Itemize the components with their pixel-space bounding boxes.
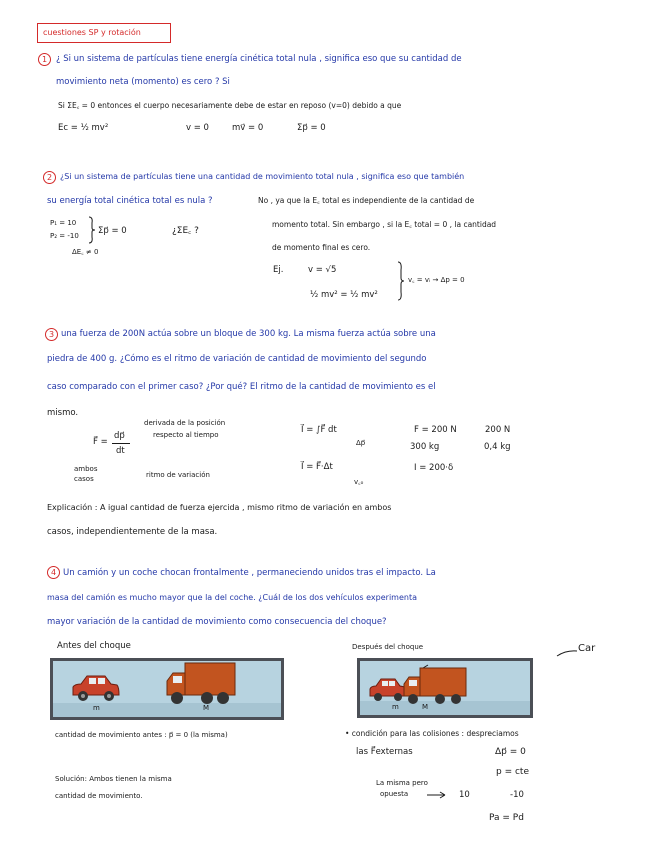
q1-line2: movimiento neta (momento) es cero ? Si (56, 77, 230, 87)
scene-before-m-big: M (203, 704, 210, 712)
question-4-number: 4 (47, 566, 60, 579)
q2-delta: ΔE꜀ ≠ 0 (72, 248, 99, 256)
q2-right-brace (397, 261, 405, 301)
q3-impulse1: I⃗ = ∫F⃗ dt (301, 425, 337, 435)
q4-opuesta: opuesta (380, 790, 409, 798)
q3-ambos: ambos (74, 465, 98, 473)
q4-solucion1: Solución: Ambos tienen la misma (55, 775, 172, 783)
after-truck-icon (402, 667, 468, 707)
q3-line2: piedra de 400 g. ¿Cómo es el ritmo de variación de cantidad de movimiento del segundo (47, 354, 427, 364)
q2-answer1: No , ya que la E꜀ total es independiente de la cantidad de (258, 196, 475, 205)
q3-v-sub: v꜀ₒ (354, 478, 364, 486)
q2-ej-label: Ej. (273, 265, 284, 275)
q2-line1: ¿Si un sistema de partículas tiene una cantidad de movimiento total nula , significa eso que también (60, 172, 465, 181)
q2-ej-result: v꜀ = vᵢ → Δp = 0 (408, 276, 465, 284)
q1-eq-sum: Σp⃗ = 0 (297, 123, 326, 133)
q2-answer3: de momento final es cero. (272, 243, 371, 252)
scene-after-m-big: M (422, 703, 429, 711)
q3-m1: 300 kg (410, 442, 440, 452)
q3-impulse2: I⃗ = F⃗·Δt (301, 462, 333, 472)
q4-line3: mayor variación de la cantidad de movimiento como consecuencia del choque? (47, 617, 387, 627)
q3-note-time: respecto al tiempo (153, 431, 219, 439)
q3-i-val: I = 200·δ (414, 463, 454, 473)
truck-icon (165, 661, 237, 707)
q3-impulse-dp: Δp⃗ (356, 439, 366, 447)
q4-pa-pd: Pa = Pd (489, 813, 524, 823)
q2-answer2: momento total. Sin embargo , si la E꜀ total = 0 , la cantidad (272, 220, 497, 229)
q3-line4: mismo. (47, 408, 79, 418)
question-3-number: 3 (45, 328, 58, 341)
q3-fraction-bar (112, 443, 130, 444)
q1-eq-v: v = 0 (186, 123, 209, 133)
q2-brace (87, 216, 95, 244)
q3-dt: dt (116, 446, 125, 456)
q3-explicacion1: Explicación : A igual cantidad de fuerza ejercida , mismo ritmo de variación en ambos (47, 503, 392, 512)
car-label: Car (578, 643, 596, 654)
q2-line2: su energía total cinética total es nula ? (47, 196, 213, 206)
q4-solucion2: cantidad de movimiento. (55, 792, 143, 800)
scene-after (357, 658, 533, 718)
q3-explicacion2: casos, independientemente de la masa. (47, 527, 218, 537)
q3-f-val: F = 200 N (414, 425, 457, 435)
q3-m2: 0,4 kg (484, 442, 511, 452)
after-collision-label: Después del choque (352, 643, 424, 651)
q3-f-val2: 200 N (485, 425, 511, 435)
q2-p1: P₁ = 10 (50, 219, 77, 227)
q4-condicion: • condición para las colisiones : despreciamos (345, 729, 519, 738)
q3-ritmo: ritmo de variación (146, 471, 210, 479)
q4-dp0: Δp⃗ = 0 (495, 747, 526, 757)
q4-line1: Un camión y un coche chocan frontalmente , permaneciendo unidos tras el impacto. La (63, 568, 436, 578)
q2-ej-eq: ½ mv² = ½ mv² (310, 290, 378, 300)
q4-cantidad: cantidad de movimiento antes : p⃗ = 0 (la misma) (55, 731, 228, 739)
q1-line1: ¿ Si un sistema de partículas tiene energía cinética total nula , significa eso que su cantidad de (56, 54, 462, 64)
car-label-arrow-icon (556, 648, 578, 658)
question-2-number: 2 (43, 171, 56, 184)
q4-misma: La misma pero (376, 779, 428, 787)
q4-pcte: p = cte (496, 767, 529, 777)
q1-eq-ec: Ec = ½ mv² (58, 123, 109, 133)
q4-fext: las F⃗externas (356, 747, 413, 757)
q2-sum-ec-question: ¿ΣE꜀ ? (172, 226, 199, 236)
header-title: cuestiones SP y rotación (43, 28, 141, 37)
q3-line3: caso comparado con el primer caso? ¿Por qué? El ritmo de la cantidad de movimiento es el (47, 382, 436, 392)
scene-before-m-small: m (93, 704, 100, 712)
q4-v10: 10 (459, 790, 470, 800)
scene-after-m-small: m (392, 703, 399, 711)
scene-before (50, 658, 284, 720)
q3-dp: dp⃗ (114, 431, 125, 441)
q2-ej-v: v = √5 (308, 265, 337, 275)
q3-f-eq: F⃗ = (93, 437, 108, 447)
opuesta-arrow-icon (426, 791, 448, 799)
before-collision-label: Antes del choque (57, 641, 131, 651)
q2-sum-p: Σp⃗ = 0 (98, 226, 127, 236)
q3-note-deriv: derivada de la posición (144, 419, 226, 427)
q3-line1: una fuerza de 200N actúa sobre un bloque de 300 kg. La misma fuerza actúa sobre una (61, 329, 436, 339)
q4-line2: masa del camión es mucho mayor que la del coche. ¿Cuál de los dos vehículos experimenta (47, 593, 417, 602)
car-icon (71, 673, 121, 703)
question-1-number: 1 (38, 53, 51, 66)
q1-line3: Si ΣE꜀ = 0 entonces el cuerpo necesariamente debe de estar en reposo (v=0) debido a que (58, 101, 402, 110)
q3-casos: casos (74, 475, 94, 483)
q4-vm10: -10 (510, 790, 524, 800)
q2-p2: P₂ = -10 (50, 232, 79, 240)
q1-eq-mv: mv⃗ = 0 (232, 123, 264, 133)
